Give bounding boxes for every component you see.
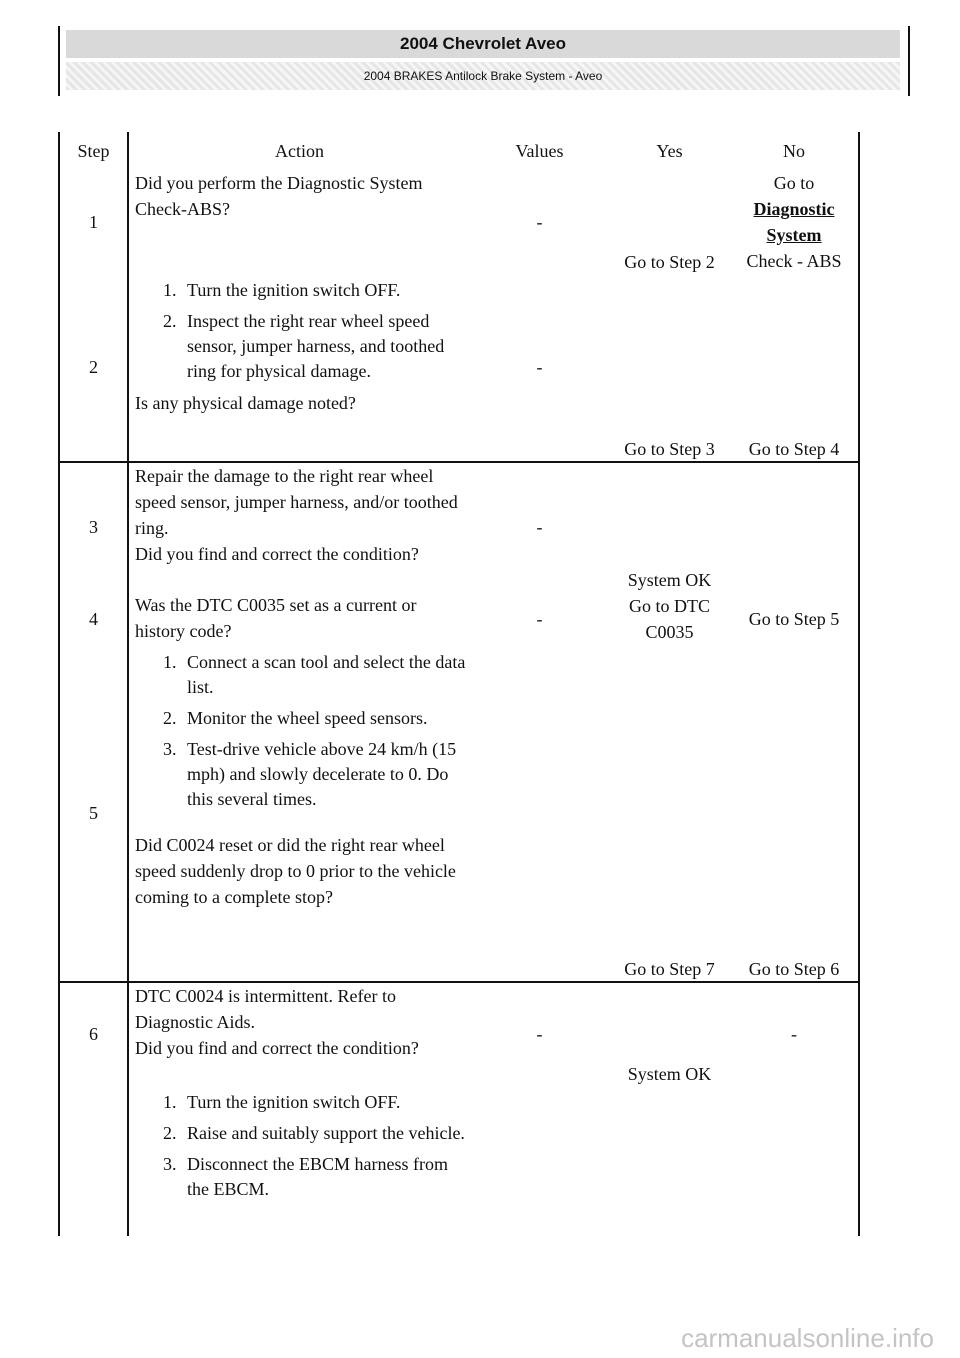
step-number: 5 (59, 646, 128, 982)
action-question: Is any physical damage noted? (135, 393, 356, 413)
col-header-action: Action (275, 140, 324, 161)
no-cell: Go to Step 4 (730, 274, 859, 462)
document-subtitle: 2004 BRAKES Antilock Brake System - Aveo (66, 62, 900, 90)
yes-cell: System OK (609, 462, 730, 592)
no-suffix: Check - ABS (746, 251, 842, 271)
action-item: 1. Turn the ignition switch OFF. (181, 278, 466, 303)
step-number: 4 (59, 592, 128, 646)
table-header-row (59, 132, 859, 170)
action-cell (128, 646, 470, 982)
action-text: Was the DTC C0035 set as a current or history code? (135, 595, 417, 641)
table-row (59, 274, 859, 462)
action-text: DTC C0024 is intermittent. Refer to Diagnostic Aids. (135, 986, 396, 1032)
step-number: 6 (59, 982, 128, 1086)
table-row (59, 592, 859, 646)
action-item: 2. Monitor the wheel speed sensors. (181, 706, 466, 731)
values-cell (470, 646, 609, 982)
no-cell: - (730, 982, 859, 1086)
table-row (59, 462, 859, 592)
yes-cell: System OK (609, 982, 730, 1086)
values-cell: - (470, 462, 609, 592)
values-cell: - (536, 211, 543, 232)
values-cell (470, 1086, 609, 1236)
yes-cell: Go to Step 2 (624, 252, 715, 272)
action-cell (128, 274, 470, 462)
action-item: 1. Connect a scan tool and select the data list. (181, 650, 466, 700)
action-cell (128, 462, 470, 592)
col-header-yes: Yes (656, 140, 683, 161)
no-cell (730, 462, 859, 592)
yes-cell (609, 1086, 730, 1236)
action-cell (128, 982, 470, 1086)
values-cell: - (470, 982, 609, 1086)
table-row (59, 1086, 859, 1236)
action-item: 3. Disconnect the EBCM harness from the EBCM. (181, 1152, 466, 1202)
action-question: Did you find and correct the condition? (135, 544, 419, 564)
table-row (59, 982, 859, 1086)
action-question: Did C0024 reset or did the right rear wheel speed suddenly drop to 0 prior to the vehicle coming to a complete stop? (135, 835, 456, 907)
col-header-step: Step (59, 132, 128, 170)
no-cell (730, 170, 859, 274)
col-header-no: No (730, 132, 859, 170)
action-text: Repair the damage to the right rear wheel speed sensor, jumper harness, and/or toothed ring. (135, 466, 458, 538)
no-prefix: Go to (773, 173, 815, 193)
diagnostic-table (58, 132, 860, 1236)
diagnostic-system-check-link[interactable]: Diagnostic System (753, 199, 835, 245)
action-item: 2. Inspect the right rear wheel speed sensor, jumper harness, and toothed ring for physical damage. (181, 309, 466, 384)
step-number: 2 (59, 274, 128, 462)
table-row (59, 170, 859, 274)
step-number: 3 (59, 462, 128, 592)
step-number: 1 (59, 170, 128, 274)
document-header (58, 26, 910, 96)
yes-cell: Go to Step 3 (624, 439, 715, 459)
no-cell: Go to Step 5 (730, 592, 859, 646)
values-cell: - (536, 357, 543, 377)
action-item: 2. Raise and suitably support the vehicle. (181, 1121, 466, 1146)
action-item: 3. Test-drive vehicle above 24 km/h (15 mph) and slowly decelerate to 0. Do this several times. (181, 737, 466, 812)
action-cell (128, 1086, 470, 1236)
action-item: 1. Turn the ignition switch OFF. (181, 1090, 466, 1115)
watermark: carmanualsonline.info (681, 1323, 934, 1353)
action-text: Did you perform the Diagnostic System Check-ABS? (135, 173, 423, 219)
yes-cell: Go to Step 7 (624, 959, 715, 979)
no-cell (730, 1086, 859, 1236)
col-header-values: Values (515, 140, 564, 161)
no-cell: Go to Step 6 (730, 646, 859, 982)
table-row (59, 646, 859, 982)
yes-cell: Go to DTC C0035 (629, 596, 710, 642)
step-number (59, 1086, 128, 1236)
document-title: 2004 Chevrolet Aveo (66, 30, 900, 58)
values-cell: - (536, 608, 543, 629)
action-question: Did you find and correct the condition? (135, 1038, 419, 1058)
